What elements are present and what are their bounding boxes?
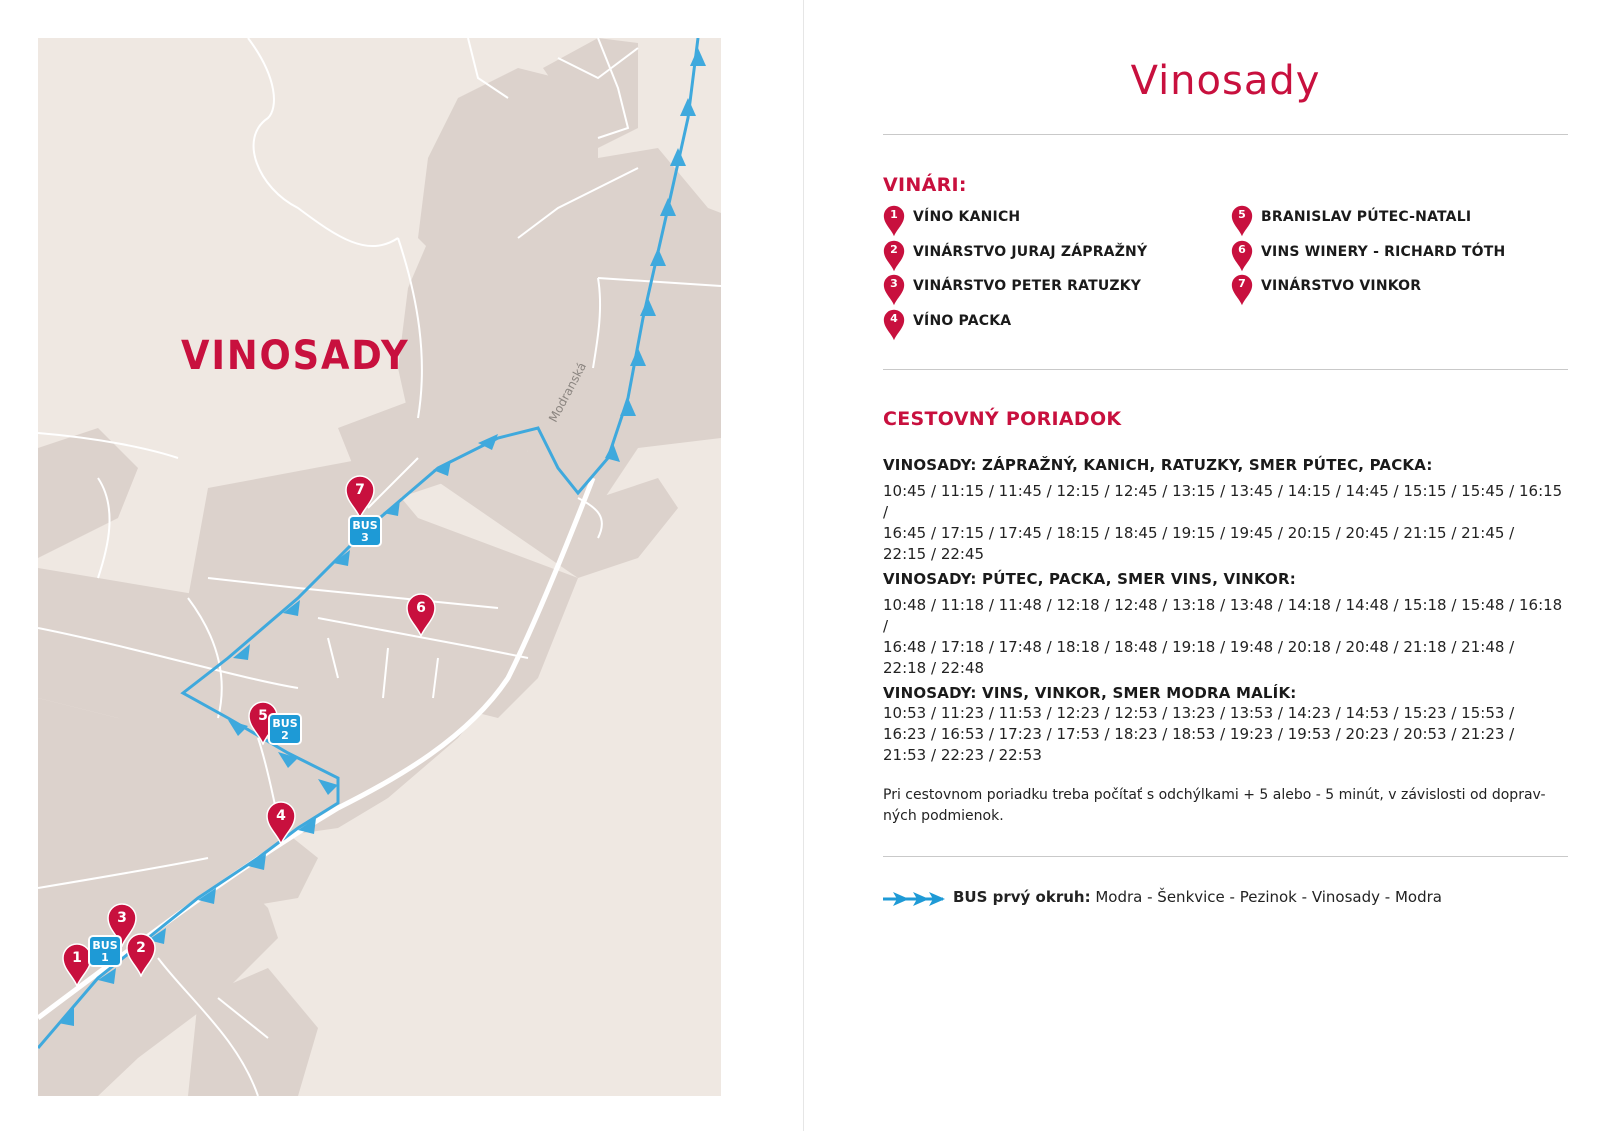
legend-bold: BUS prvý okruh: <box>953 888 1091 906</box>
route-title-2: VINOSADY: PÚTEC, PACKA, SMER VINS, VINKOR: <box>883 570 1296 588</box>
pin-icon: 1 <box>883 205 905 237</box>
winery-name: VINS WINERY - RICHARD TÓTH <box>1261 244 1506 260</box>
pin-icon: 7 <box>1231 274 1253 306</box>
divider <box>883 369 1568 370</box>
legend-text <box>953 888 1442 906</box>
pin-icon: 4 <box>883 309 905 341</box>
bus-stop-number: 2 <box>281 729 289 742</box>
wineries-heading: VINÁRI: <box>883 174 967 196</box>
map-pin-number: 3 <box>117 910 127 926</box>
bus-stop-2[interactable] <box>268 713 302 745</box>
pin-icon: 2 <box>883 240 905 272</box>
legend-rest: Modra - Šenkvice - Pezinok - Vinosady - Modra <box>1090 888 1442 906</box>
route-times-2: 10:48 / 11:18 / 11:48 / 12:18 / 12:48 / 13:18 / 13:48 / 14:18 / 14:48 / 15:18 / 15:48 / 16:18 / 16:48 / 17:18 / 17:48 / 18:18 / 18:48 / 19:18 / 19:48 / 20:18 / 20:48 / 21:18 / 21:48 / 22:18 / 22:48 <box>883 596 1563 677</box>
pin-icon: 5 <box>1231 205 1253 237</box>
route-times-3: 10:53 / 11:23 / 11:53 / 12:23 / 12:53 / 13:23 / 13:53 / 14:23 / 14:53 / 15:23 / 15:53 / 16:23 / 16:53 / 17:23 / 17:53 / 18:23 / 18:53 / 19:23 / 19:53 / 20:23 / 20:53 / 21:23 / 21:53 / 22:23 / 22:53 <box>883 704 1515 764</box>
winery-name: VINÁRSTVO VINKOR <box>1261 278 1422 294</box>
bus-stop-label: BUS <box>272 717 298 730</box>
map[interactable] <box>38 38 721 1096</box>
divider <box>883 856 1568 857</box>
bus-route-arrow-icon <box>883 890 945 908</box>
pin-icon: 6 <box>1231 240 1253 272</box>
map-pin-number: 2 <box>136 940 146 956</box>
map-title: VINOSADY <box>181 333 410 379</box>
map-pin-7[interactable] <box>345 475 375 519</box>
street-label-modranska: Modranská <box>546 360 590 425</box>
winery-name: VINÁRSTVO JURAJ ZÁPRAŽNÝ <box>913 244 1148 260</box>
schedule-heading: CESTOVNÝ PORIADOK <box>883 408 1122 430</box>
route-title-1: VINOSADY: ZÁPRAŽNÝ, KANICH, RATUZKY, SMER PÚTEC, PACKA: <box>883 456 1433 474</box>
bus-stop-label: BUS <box>92 939 118 952</box>
winery-name: VINÁRSTVO PETER RATUZKY <box>913 278 1142 294</box>
bus-stop-3[interactable] <box>348 515 382 547</box>
page-title: Vinosady <box>1130 58 1321 104</box>
winery-name: BRANISLAV PÚTEC-NATALI <box>1261 209 1472 225</box>
map-pin-number: 1 <box>72 950 82 966</box>
winery-name: VÍNO KANICH <box>913 209 1021 225</box>
bus-stop-number: 1 <box>101 951 109 964</box>
map-pin-number: 4 <box>276 808 286 824</box>
map-pin-number: 5 <box>258 708 268 724</box>
map-pin-6[interactable] <box>406 593 436 637</box>
route-title-3: VINOSADY: VINS, VINKOR, SMER MODRA MALÍK: <box>883 684 1297 702</box>
bus-stop-label: BUS <box>352 519 378 532</box>
divider <box>883 134 1568 135</box>
bus-stop-number: 3 <box>361 531 369 544</box>
bus-stop-1[interactable] <box>88 935 122 967</box>
page-spine <box>803 0 804 1131</box>
map-pin-number: 7 <box>355 482 365 498</box>
map-pin-4[interactable] <box>266 801 296 845</box>
winery-name: VÍNO PACKA <box>913 313 1012 329</box>
route-times-1: 10:45 / 11:15 / 11:45 / 12:15 / 12:45 / 13:15 / 13:45 / 14:15 / 14:45 / 15:15 / 15:45 / 16:15 / 16:45 / 17:15 / 17:45 / 18:15 / 18:45 / 19:15 / 19:45 / 20:15 / 20:45 / 21:15 / 21:45 / 22:15 / 22:45 <box>883 482 1563 563</box>
schedule-note: Pri cestovnom poriadku treba počítať s odchýlkami + 5 alebo - 5 minút, v závislosti od doprav- ných podmienok. <box>883 787 1546 824</box>
map-pin-number: 6 <box>416 600 426 616</box>
pin-icon: 3 <box>883 274 905 306</box>
